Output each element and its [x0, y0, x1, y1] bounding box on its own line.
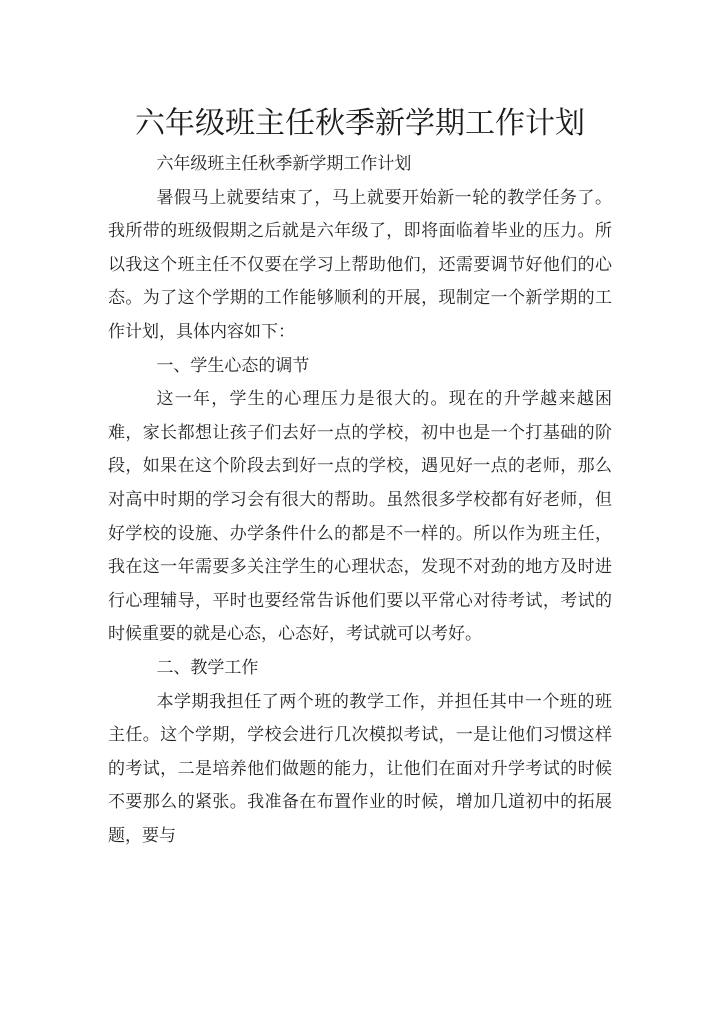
paragraph-intro: 暑假马上就要结束了，马上就要开始新一轮的教学任务了。我所带的班级假期之后就是六年级了，即将面临着毕业的压力。所以我这个班主任不仅要在学习上帮助他们，还需要调节好他们的心态。为了这个学期的工作能够顺利的开展，现制定一个新学期的工作计划，具体内容如下：: [108, 187, 612, 342]
section-heading-teaching: 二、教学工作: [156, 657, 259, 678]
paragraph-teaching: 本学期我担任了两个班的教学工作，并担任其中一个班的班主任。这个学期，学校会进行几次模拟考试，一是让他们习惯这样的考试，二是培养他们做题的能力，让他们在面对升学考试的时候不要那么的紧张。我准备在布置作业的时候，增加几道初中的拓展题，要与: [108, 691, 612, 846]
paragraph-mindset: 这一年，学生的心理压力是很大的。现在的升学越来越困难，家长都想让孩子们去好一点的学校，初中也是一个打基础的阶段，如果在这个阶段去到好一点的学校，遇见好一点的老师，那么对高中时期的学习会有很大的帮助。虽然很多学校都有好老师，但好学校的设施、办学条件什么的都是不一样的。所以作为班主任，我在这一年需要多关注学生的心理状态，发现不对劲的地方及时进行心理辅导，平时也要经常告诉他们要以平常心对待考试，考试的时候重要的就是心态，心态好，考试就可以考好。: [108, 389, 612, 645]
document-title: 六年级班主任秋季新学期工作计划: [135, 106, 585, 141]
document-subtitle: 六年级班主任秋季新学期工作计划: [156, 154, 412, 174]
document-body: [108, 148, 612, 853]
section-heading-mindset: 一、学生心态的调节: [156, 355, 310, 376]
